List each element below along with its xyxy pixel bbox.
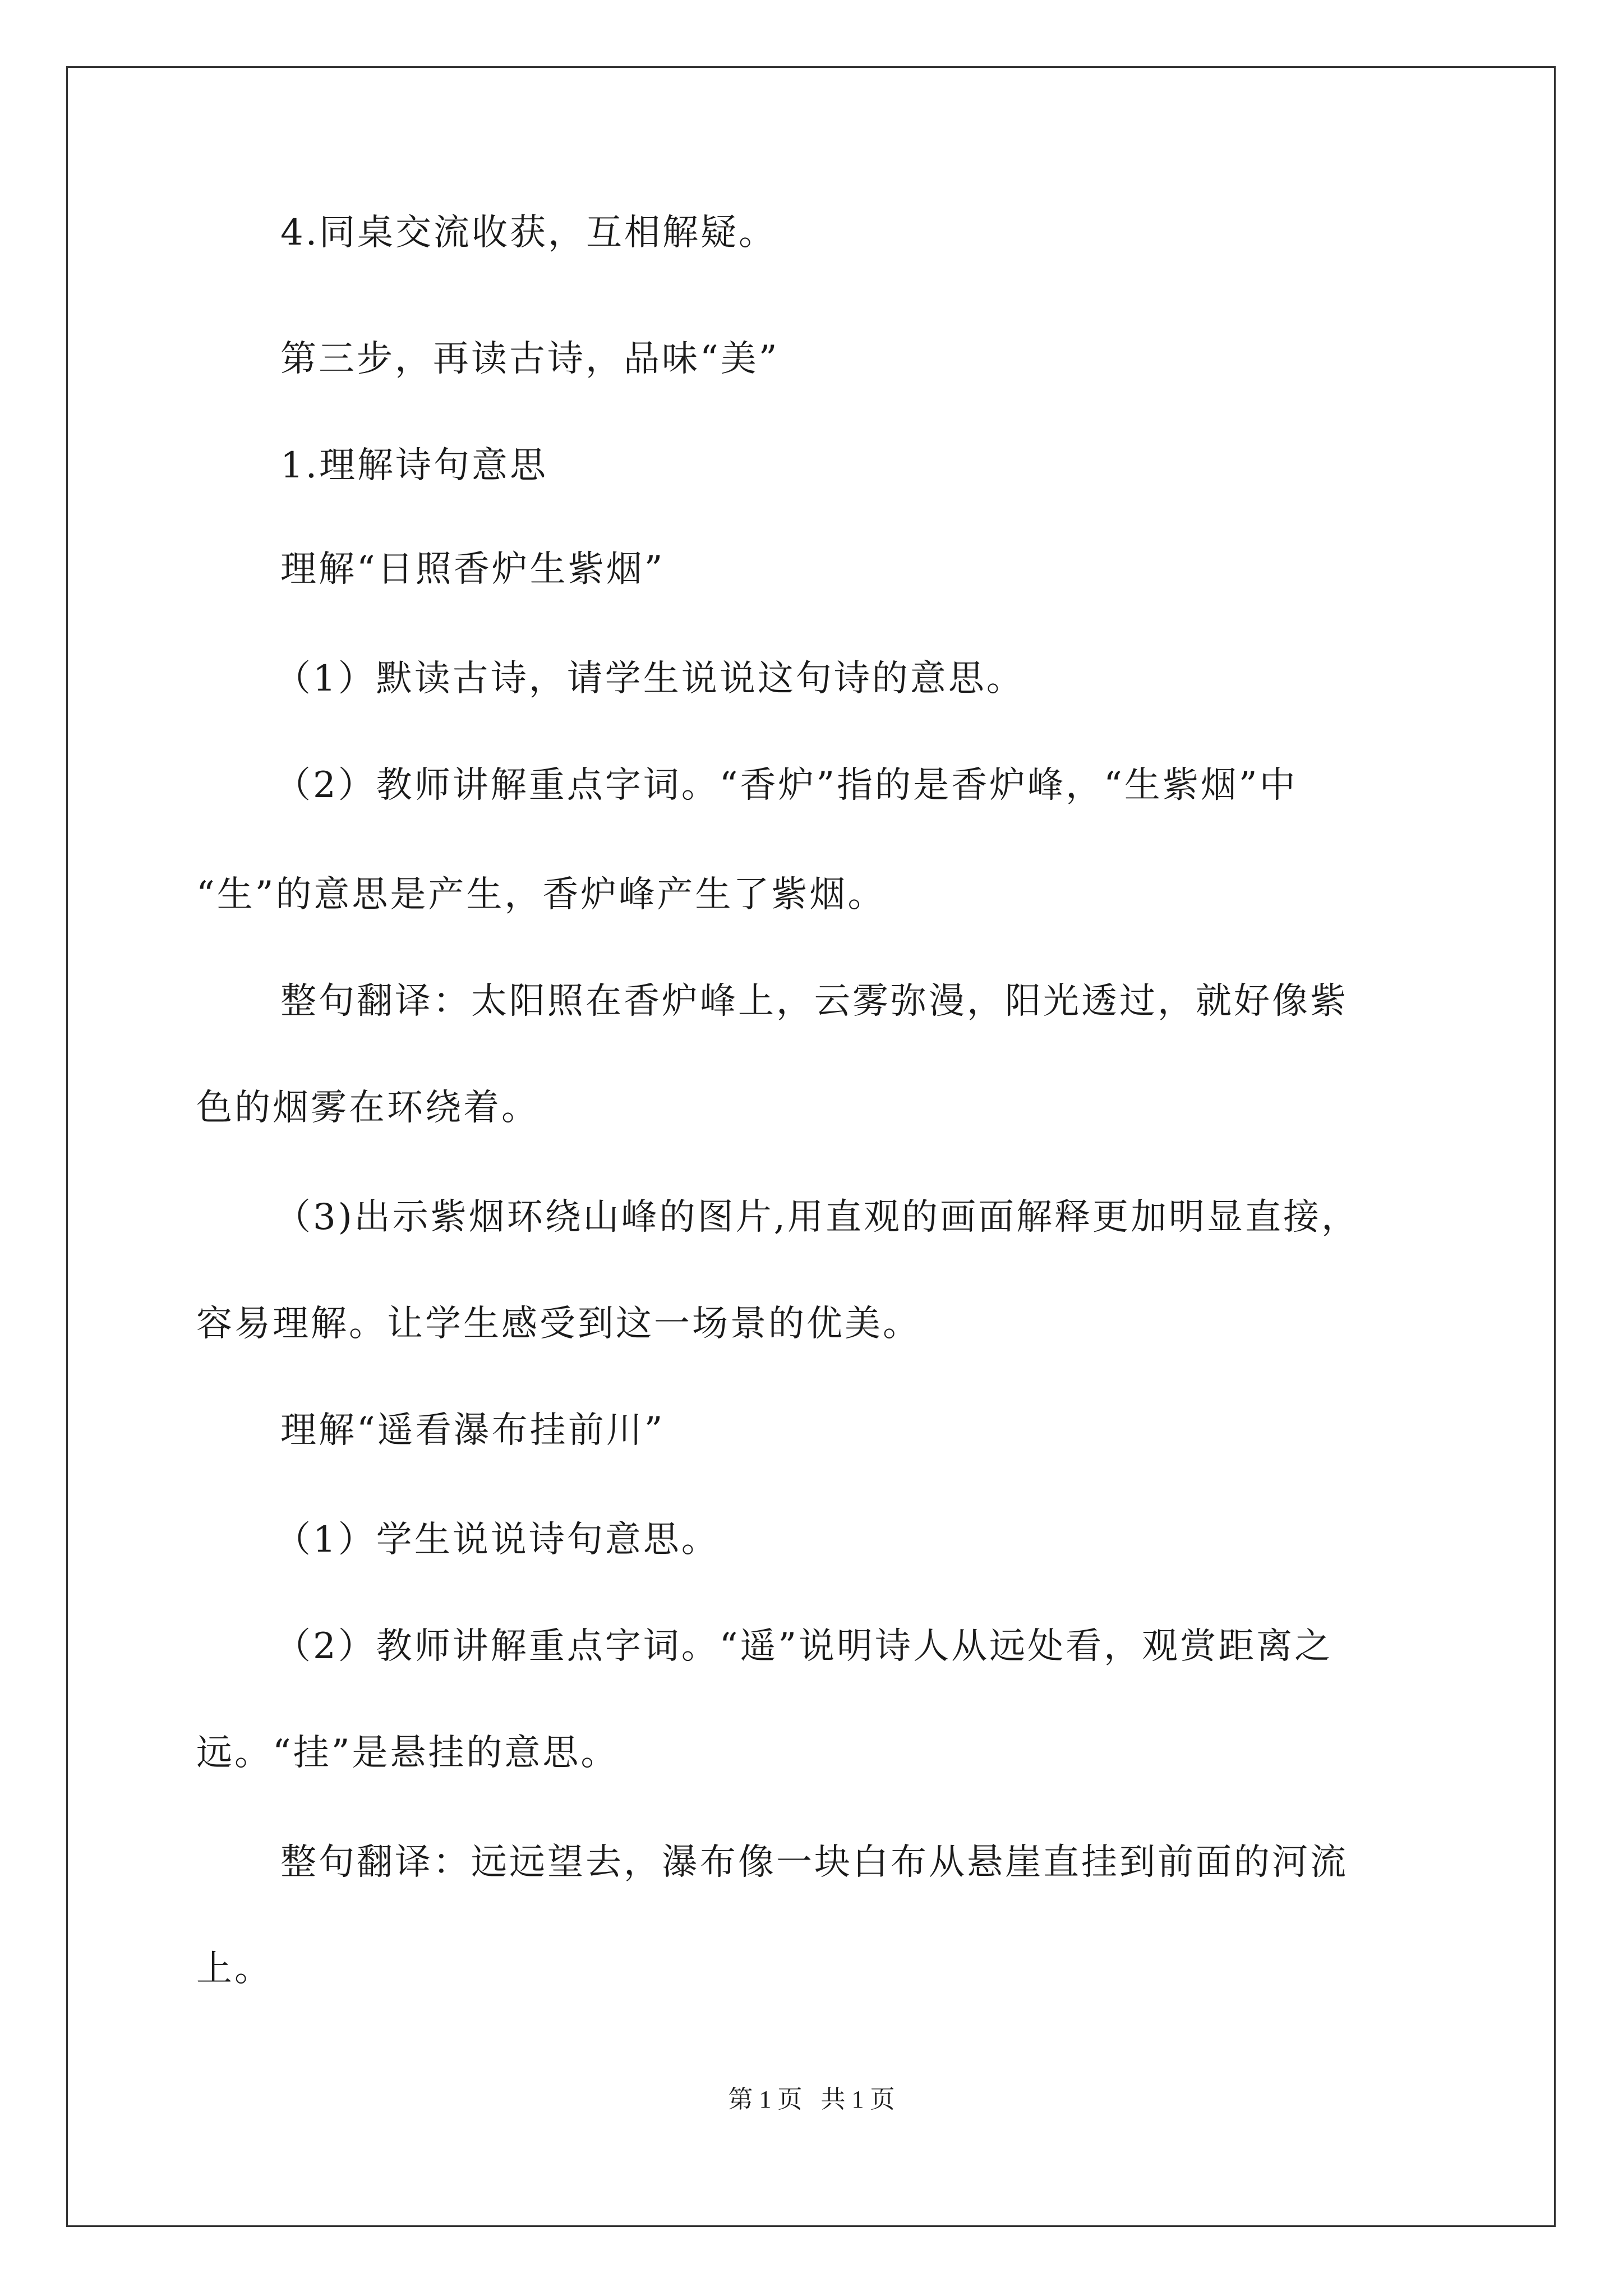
line-14: （2）教师讲解重点字词。“遥”说明诗人从远处看，观赏距离之 xyxy=(275,1626,1333,1667)
line-12: 理解“遥看瀑布挂前川” xyxy=(280,1410,665,1451)
line-2: 第三步，再读古诗，品味“美” xyxy=(280,338,780,380)
line-8: 整句翻译：太阳照在香炉峰上，云雾弥漫，阳光透过，就好像紫 xyxy=(280,981,1348,1022)
line-4: 理解“日照香炉生紫烟” xyxy=(280,549,665,590)
line-16: 整句翻译：远远望去，瀑布像一块白布从悬崖直挂到前面的河流 xyxy=(280,1842,1348,1883)
line-15: 远。“挂”是悬挂的意思。 xyxy=(196,1732,619,1774)
line-5: （1）默读古诗，请学生说说这句诗的意思。 xyxy=(275,658,1025,700)
line-9: 色的烟雾在环绕着。 xyxy=(196,1087,540,1129)
page-border xyxy=(66,66,1556,2227)
page-footer: 第 1 页 共 1 页 xyxy=(728,2086,895,2113)
line-1: 4.同桌交流收获，互相解疑。 xyxy=(280,212,777,254)
line-13: （1）学生说说诗句意思。 xyxy=(275,1519,720,1561)
line-6: （2）教师讲解重点字词。“香炉”指的是香炉峰，“生紫烟”中 xyxy=(275,765,1298,806)
line-11: 容易理解。让学生感受到这一场景的优美。 xyxy=(196,1303,921,1345)
line-10: （3)出示紫烟环绕山峰的图片,用直观的画面解释更加明显直接， xyxy=(275,1197,1360,1238)
line-17: 上。 xyxy=(196,1948,273,1990)
line-7: “生”的意思是产生，香炉峰产生了紫烟。 xyxy=(196,874,886,915)
line-3: 1.理解诗句意思 xyxy=(280,445,548,486)
